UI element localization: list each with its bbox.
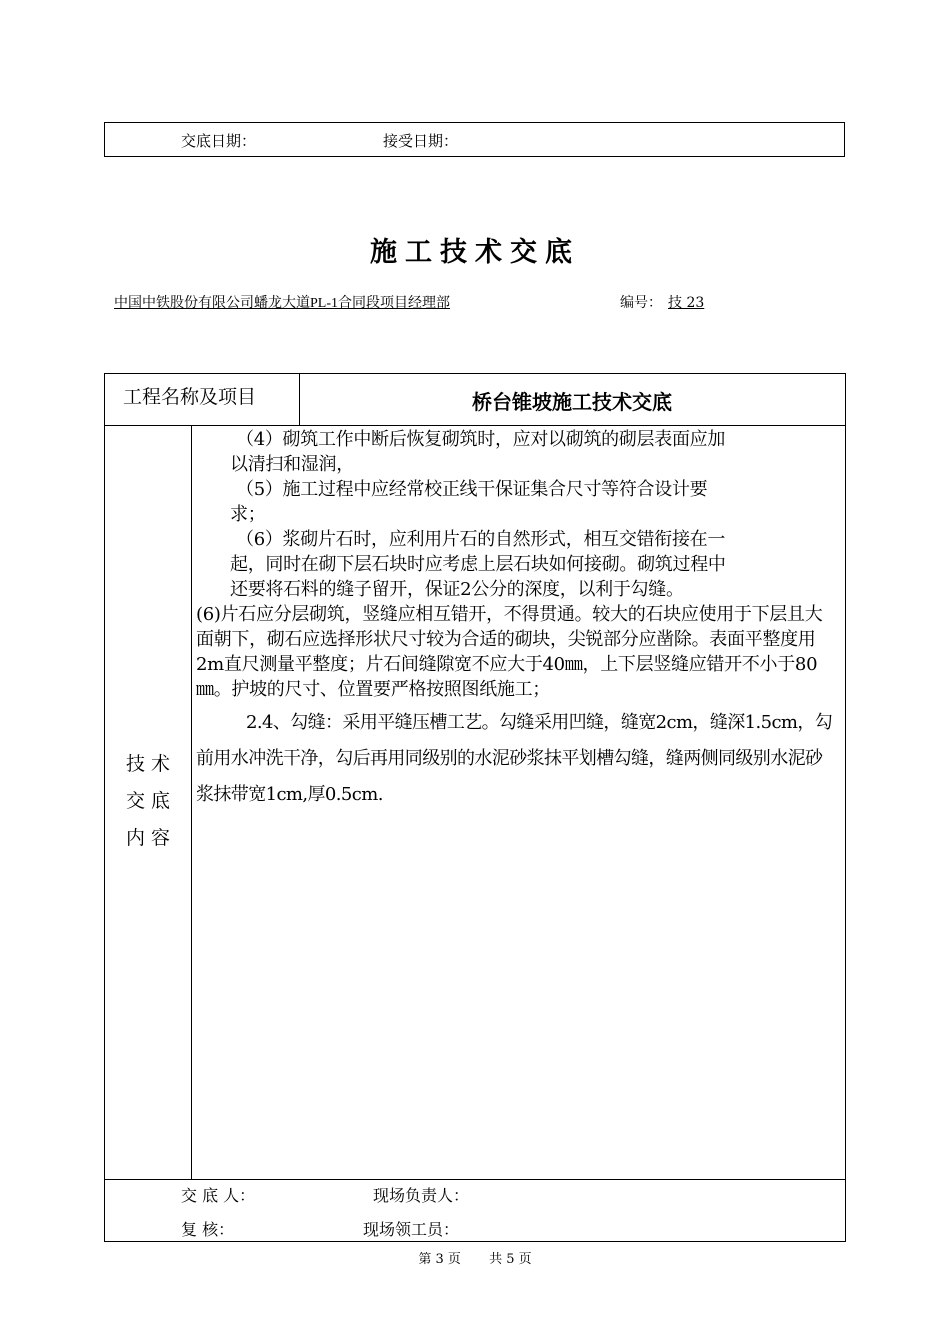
code-value: 技 23 bbox=[668, 295, 705, 311]
page-total: 共 5 页 bbox=[489, 1252, 532, 1267]
paragraph-2-4: 2.4、勾缝：采用平缝压槽工艺。勾缝采用凹缝，缝宽2cm，缝深1.5cm，勾前用水冲洗干净，勾后再用同级别的水泥砂浆抹平划槽勾缝，缝两侧同级别水泥砂浆抹带宽1cm,厚0.5cm. bbox=[196, 712, 833, 805]
organization-name: 中国中铁股份有限公司蟠龙大道PL-1合同段项目经理部 bbox=[114, 296, 450, 311]
reviewer-label: 复 核： bbox=[181, 1220, 235, 1239]
paragraph-6b: (6)片石应分层砌筑，竖缝应相互错开，不得贯通。较大的石块应使用于下层且大面朝下，砌石应选择形状尺寸较为合适的砌块，尖锐部分应凿除。表面平整度用2m直尺测量平整度；片石间缝隙宽不应大于40㎜，上下层竖缝应错开不小于80㎜。护坡的尺寸、位置要严格按照图纸施工； bbox=[196, 604, 823, 700]
site-manager-label: 现场负责人： bbox=[373, 1186, 470, 1205]
disclosure-table bbox=[104, 373, 846, 1242]
paragraph-6-line3: 还要将石料的缝子留开，保证2公分的深度，以利于勾缝。 bbox=[230, 579, 684, 600]
handover-date-label: 交底日期： bbox=[181, 132, 257, 150]
divider bbox=[105, 1179, 845, 1180]
divider bbox=[191, 425, 192, 1179]
paragraph-6-line2: 起，同时在砌下层石块时应考虑上层石块如何接砌。砌筑过程中 bbox=[230, 554, 726, 575]
paragraph-4-line1: （4）砌筑工作中断后恢复砌筑时，应对以砌筑的砌层表面应加 bbox=[236, 429, 726, 450]
content-side-label bbox=[105, 746, 191, 857]
paragraph-6-line1: （6）浆砌片石时，应利用片石的自然形式，相互交错衔接在一 bbox=[236, 529, 726, 550]
side-label-line: 内 容 bbox=[125, 827, 171, 849]
receive-date-label: 接受日期： bbox=[383, 132, 459, 150]
paragraph-4-line2: 以清扫和湿润， bbox=[230, 454, 354, 475]
page-number bbox=[0, 1248, 950, 1267]
disclosure-content bbox=[196, 427, 838, 813]
page-current: 第 3 页 bbox=[418, 1252, 461, 1267]
handover-person-label: 交 底 人： bbox=[181, 1186, 256, 1205]
project-label: 工程名称及项目 bbox=[123, 386, 257, 408]
paragraph-5-line2: 求； bbox=[230, 504, 266, 525]
divider bbox=[105, 425, 845, 426]
code-label: 编号： bbox=[620, 295, 662, 311]
side-label-line: 交 底 bbox=[125, 790, 171, 812]
date-box bbox=[104, 122, 845, 157]
site-foreman-label: 现场领工员： bbox=[363, 1220, 460, 1239]
paragraph-5-line1: （5）施工过程中应经常校正线干保证集合尺寸等符合设计要 bbox=[236, 479, 708, 500]
side-label-line: 技 术 bbox=[125, 753, 171, 775]
project-name: 桥台锥坡施工技术交底 bbox=[472, 390, 672, 414]
page-title: 施工技术交底 bbox=[370, 237, 580, 268]
